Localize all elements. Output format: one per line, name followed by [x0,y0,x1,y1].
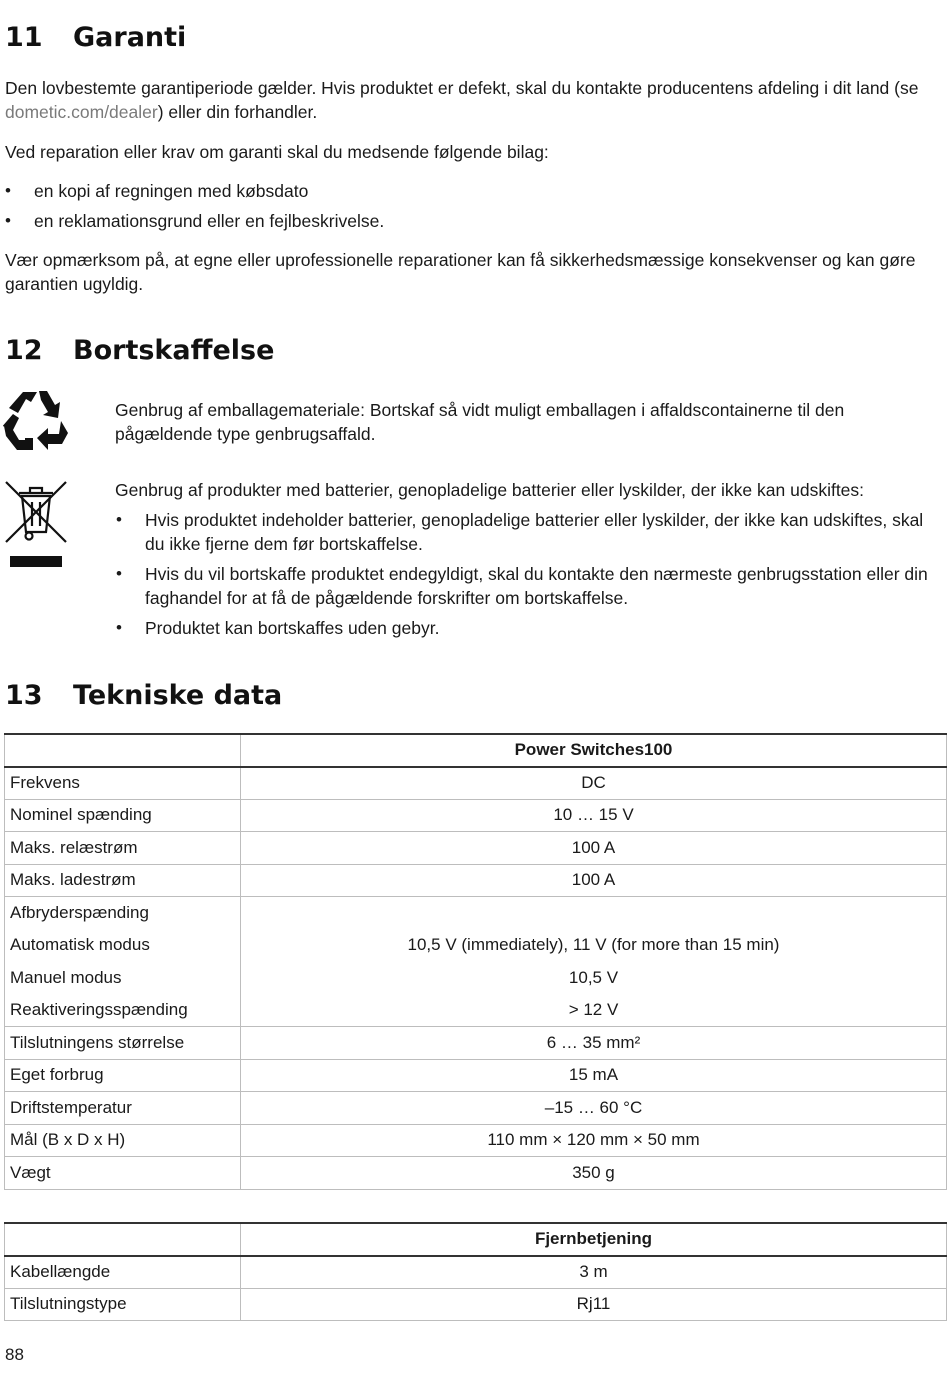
disposal-section-number: 12 [5,335,43,366]
table-row [5,799,947,832]
warranty-intro-before-link: Den lovbestemte garantiperiode gælder. Hvis produktet er defekt, skal du kontakte producentens afdeling i dit land (se [5,78,919,98]
row-label: Eget forbrug [5,1059,241,1092]
row-label: Afbryderspænding [5,897,241,930]
row-value: 10 … 15 V [241,799,947,832]
row-value: DC [241,767,947,800]
row-value: 10,5 V [241,962,947,995]
row-label: Maks. ladestrøm [5,864,241,897]
warranty-bullet-list [5,179,935,239]
row-value: 350 g [241,1157,947,1190]
row-label: Tilslutningstype [5,1288,241,1321]
row-label: Kabellængde [5,1256,241,1289]
row-label: Automatisk modus [5,929,241,962]
table-header-empty-cell [5,734,241,767]
row-label: Manuel modus [5,962,241,995]
table-row [5,1059,947,1092]
table-row [5,832,947,865]
dealer-link[interactable]: dometic.com/dealer [5,102,158,122]
table-row [5,1157,947,1190]
warranty-intro-after-link: ) eller din forhandler. [157,102,318,122]
table-row [5,962,947,995]
row-value: 6 … 35 mm² [241,1027,947,1060]
row-label: Frekvens [5,767,241,800]
row-value: 110 mm × 120 mm × 50 mm [241,1124,947,1157]
warranty-note: Vær opmærksom på, at egne eller uprofessionelle reparationer kan få sikkerhedsmæssige konsekvenser og kan gøre garantien ugyldig. [5,250,916,294]
table-row [5,767,947,800]
row-value: 10,5 V (immediately), 11 V (for more than 15 min) [241,929,947,962]
warranty-section-title: Garanti [73,22,187,53]
list-item: • en reklamationsgrund eller en fejlbeskrivelse. [5,209,935,233]
row-label: Driftstemperatur [5,1092,241,1125]
page-number: 88 [5,1345,24,1364]
remote-control-table [4,1222,947,1321]
battery-bullet-list [116,508,934,646]
packaging-recycling-text: Genbrug af emballagemateriale: Bortskaf så vidt muligt emballagen i affaldscontainerne til den pågældende type genbrugsaffald. [115,400,845,444]
technical-heading [5,680,282,711]
row-value: 15 mA [241,1059,947,1092]
table-row [5,929,947,962]
table-row [5,1092,947,1125]
row-value: 3 m [241,1256,947,1289]
warranty-intro [5,76,940,124]
technical-section-title: Tekniske data [73,680,283,711]
row-label: Nominel spænding [5,799,241,832]
warranty-docs-intro: Ved reparation eller krav om garanti skal du medsende følgende bilag: [5,142,549,162]
table-row [5,864,947,897]
crossed-out-bin-icon [4,480,68,570]
warranty-heading [5,22,186,53]
row-label: Vægt [5,1157,241,1190]
row-label: Maks. relæstrøm [5,832,241,865]
table-header-empty-cell [5,1223,241,1256]
battery-recycling-intro: Genbrug af produkter med batterier, genopladelige batterier eller lyskilder, der ikke kan udskiftes: [115,480,865,500]
technical-section-number: 13 [5,680,43,711]
table-header-row [5,734,947,767]
list-item: • Hvis du vil bortskaffe produktet endegyldigt, skal du kontakte den nærmeste genbrugsstation eller din faghandel for at få de pågældende forskrifter om bortskaffelse. [116,562,934,610]
table-row [5,1027,947,1060]
table-row [5,1124,947,1157]
table-row [5,897,947,930]
list-item: • Produktet kan bortskaffes uden gebyr. [116,616,934,640]
row-value: 100 A [241,832,947,865]
table-row [5,1288,947,1321]
disposal-section-title: Bortskaffelse [73,335,275,366]
row-value: –15 … 60 °C [241,1092,947,1125]
row-value: Rj11 [241,1288,947,1321]
table-header-row [5,1223,947,1256]
row-label: Mål (B x D x H) [5,1124,241,1157]
warranty-section-number: 11 [5,22,43,53]
row-value: > 12 V [241,994,947,1027]
row-value [241,897,947,930]
row-label: Tilslutningens størrelse [5,1027,241,1060]
row-label: Reaktiveringsspænding [5,994,241,1027]
disposal-heading [5,335,274,366]
table-row [5,1256,947,1289]
table-row [5,994,947,1027]
recycle-icon [3,388,69,452]
table-header-remote: Fjernbetjening [241,1223,947,1256]
table-header-product: Power Switches100 [241,734,947,767]
list-item: • Hvis produktet indeholder batterier, genopladelige batterier eller lyskilder, der ikke kan udskiftes, skal du ikke fjerne dem før bortskaffelse. [116,508,934,556]
technical-data-table [4,733,947,1190]
row-value: 100 A [241,864,947,897]
list-item: • en kopi af regningen med købsdato [5,179,935,203]
